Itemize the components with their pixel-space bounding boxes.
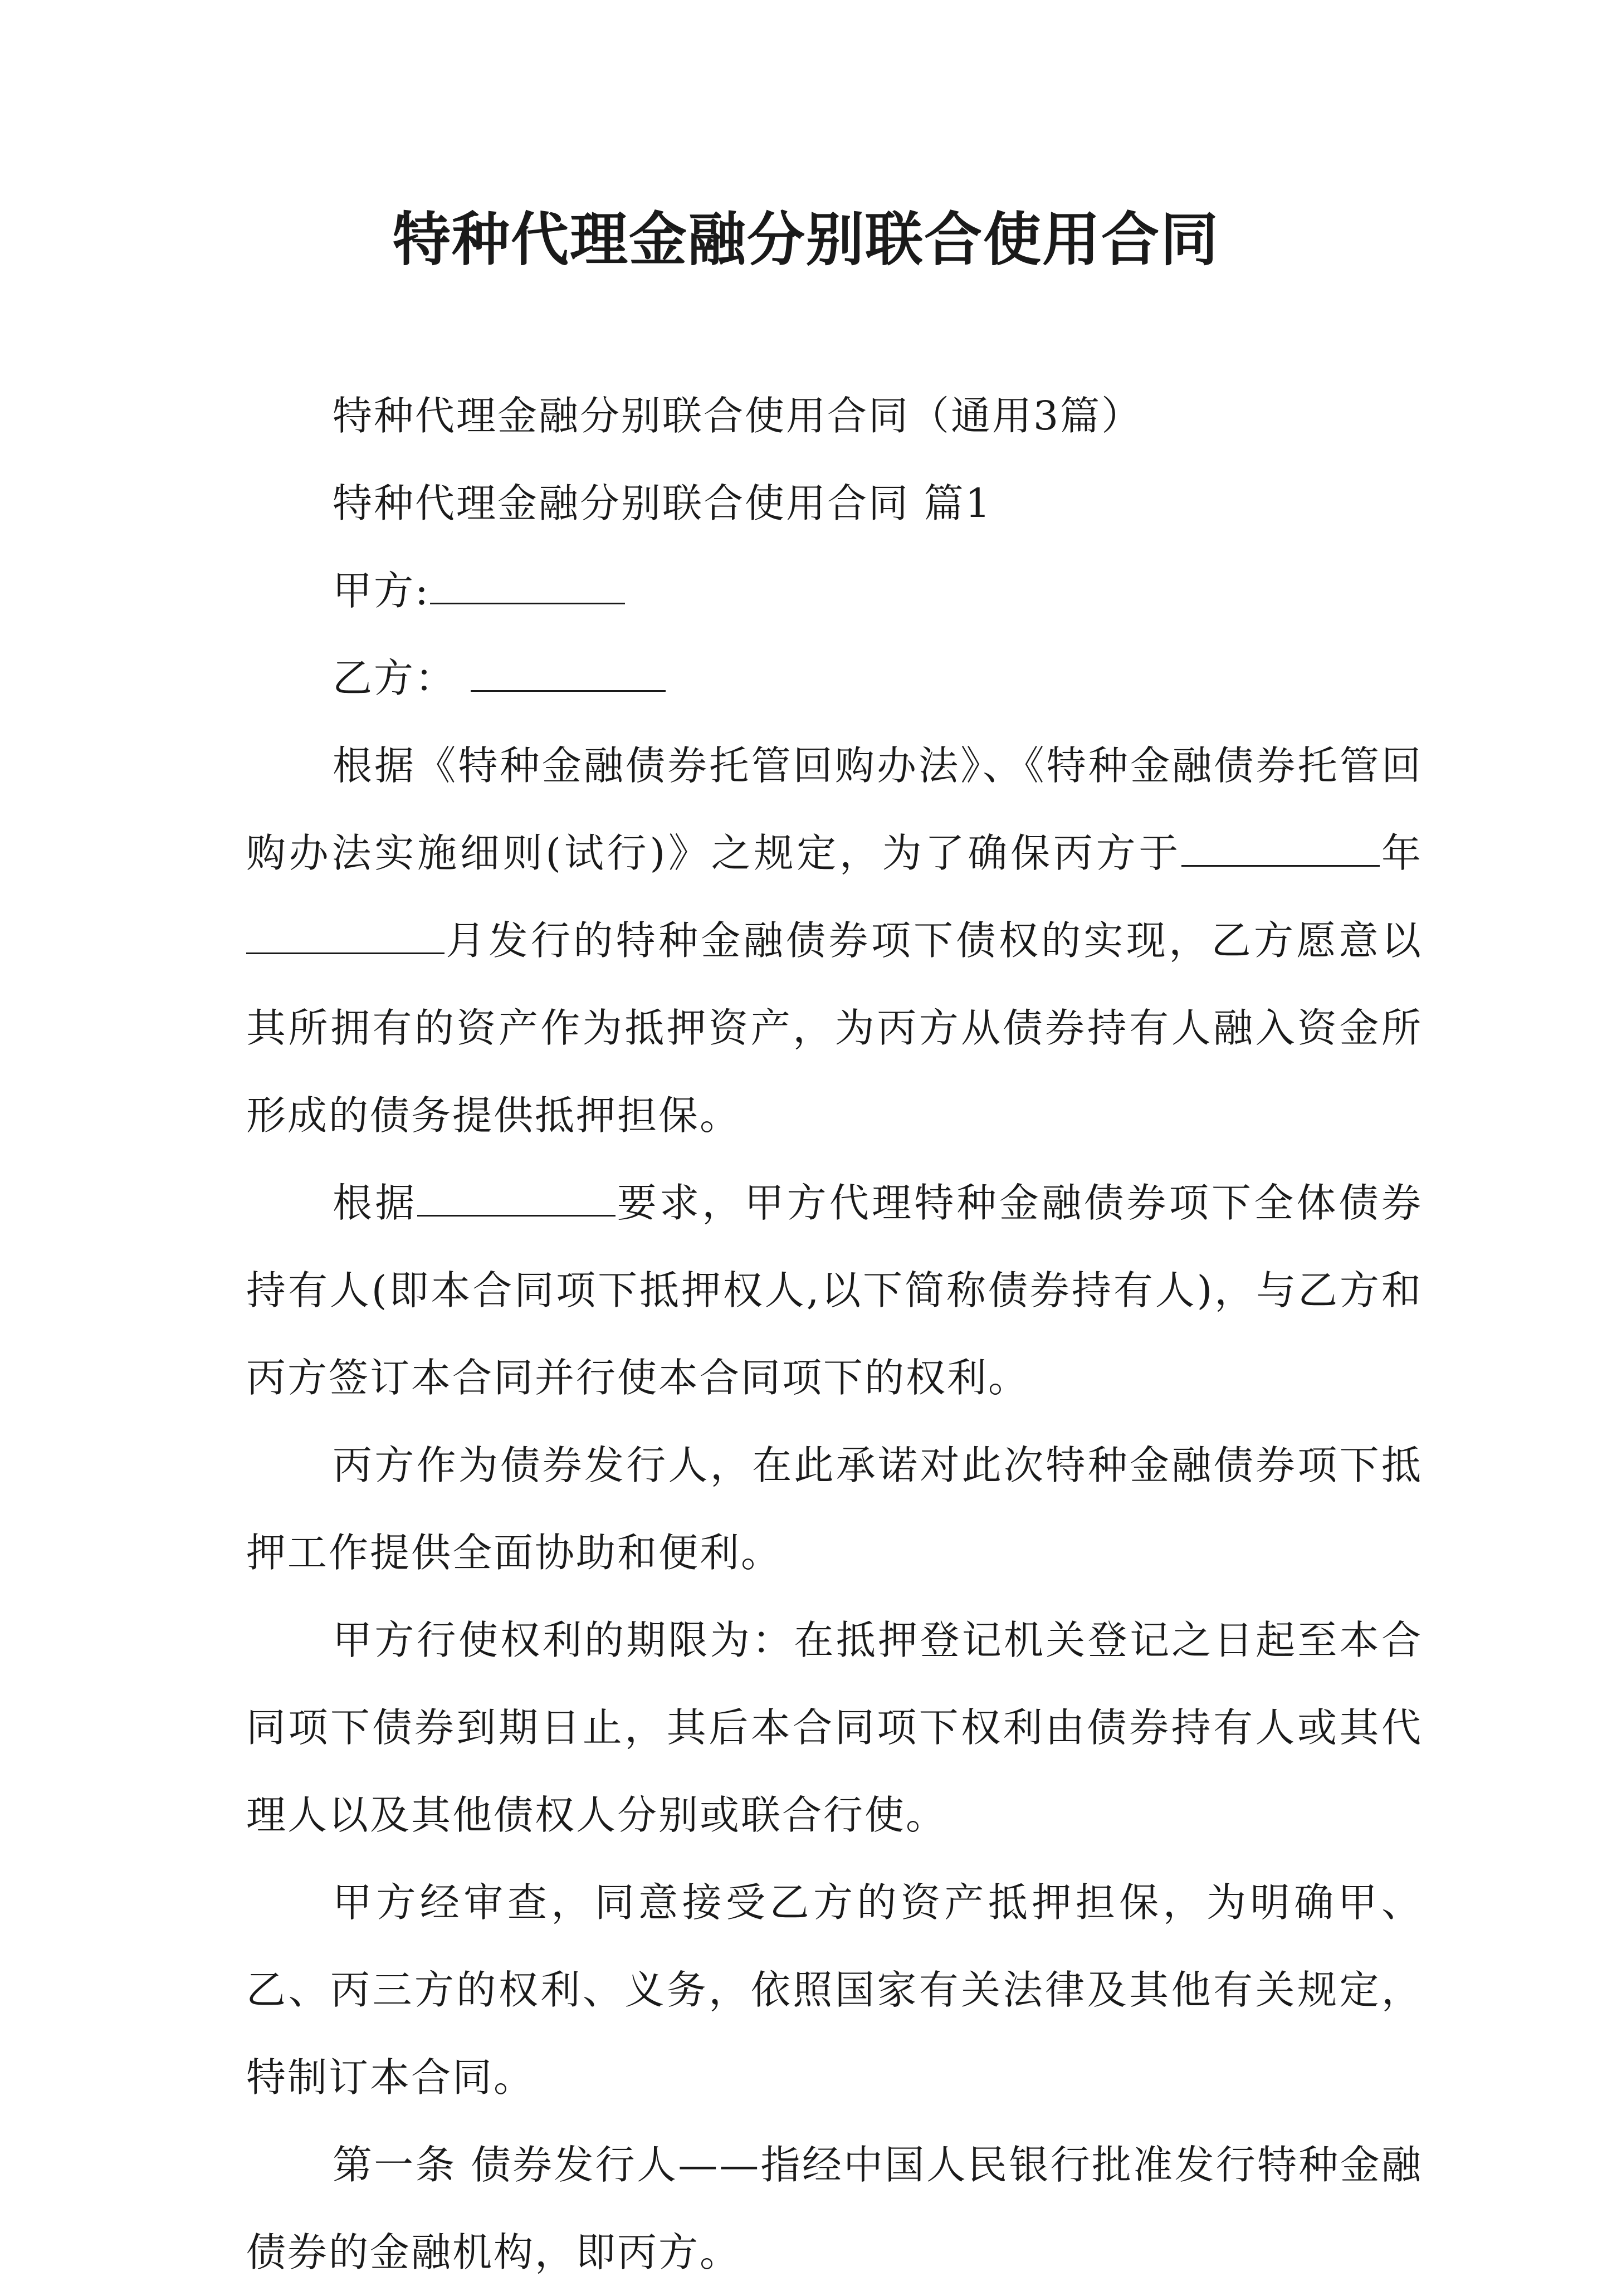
document-body	[246, 372, 1423, 2296]
party-a-blank	[430, 569, 625, 604]
paragraph-4: 甲方行使权利的期限为：在抵押登记机关登记之日起至本合同项下债券到期日止，其后本合同项下权利由债券持有人或其代理人以及其他债权人分别或联合行使。	[246, 1617, 1423, 1838]
year-label: 年	[1380, 830, 1423, 876]
party-b-label: 乙方：	[333, 655, 457, 701]
article-1: 第一条 债券发行人——指经中国人民银行批准发行特种金融债券的金融机构，即丙方。	[246, 2142, 1423, 2275]
paragraph-3: 丙方作为债券发行人，在此承诺对此次特种金融债券项下抵押工作提供全面协助和便利。	[246, 1442, 1423, 1576]
paragraph-1-part-b: 月发行的特种金融债券项下债权的实现，乙方愿意以其所拥有的资产作为抵押资产，为丙方从债券持有人融入资金所形成的债务提供抵押担保。	[246, 917, 1423, 1139]
year-blank	[1181, 832, 1380, 867]
paragraph-1-part-a: 根据《特种金融债券托管回购办法》、《特种金融债券托管回购办法实施细则(试行)》之规定，为了确保丙方于	[246, 742, 1423, 876]
paragraph-1	[246, 722, 1423, 1159]
paragraph-5: 甲方经审查，同意接受乙方的资产抵押担保，为明确甲、乙、丙三方的权利、义务，依照国家有关法律及其他有关规定，特制订本合同。	[246, 1879, 1423, 2100]
paragraph-2	[246, 1159, 1423, 1421]
subtitle: 特种代理金融分别联合使用合同（通用3篇）	[333, 393, 1143, 439]
paragraph-2-part-a: 根据	[333, 1180, 418, 1226]
month-blank	[246, 919, 444, 954]
document-title: 特种代理金融分别联合使用合同	[392, 206, 1219, 273]
party-a-label: 甲方:	[333, 568, 430, 614]
paragraph-2-part-b: 要求，甲方代理特种金融债券项下全体债券持有人(即本合同项下抵押权人,以下简称债券持有人)，与乙方和丙方签订本合同并行使本合同项下的权利。	[246, 1180, 1423, 1401]
party-a-line	[246, 547, 1423, 634]
party-b-blank	[471, 657, 666, 692]
party-b-line	[246, 634, 1423, 722]
authority-blank	[417, 1181, 616, 1217]
section-heading: 特种代理金融分别联合使用合同 篇1	[333, 480, 992, 526]
